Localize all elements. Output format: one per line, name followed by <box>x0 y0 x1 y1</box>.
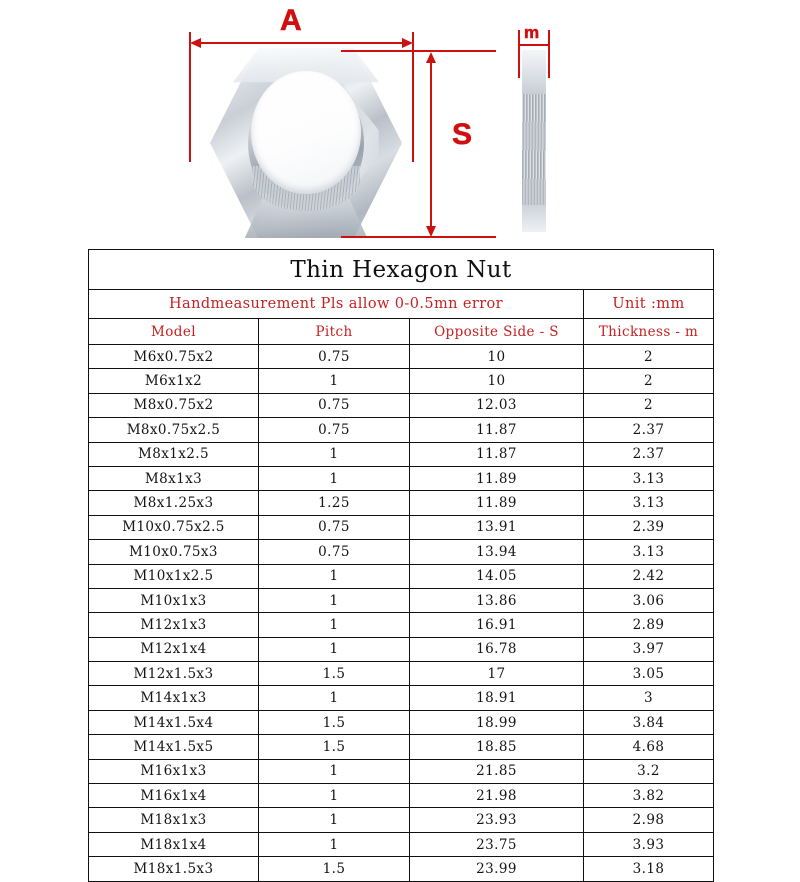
table-row <box>89 784 714 808</box>
table-row <box>89 857 714 881</box>
cell-opposite-side: 14.05 <box>410 564 584 588</box>
cell-model: M18x1x4 <box>89 832 259 856</box>
cell-thickness: 3.13 <box>584 466 714 490</box>
cell-pitch: 1 <box>259 613 410 637</box>
table-row <box>89 613 714 637</box>
dimension-arrow-s-head-bottom <box>426 226 436 237</box>
table-row <box>89 710 714 734</box>
dimension-label-a: A <box>280 4 302 37</box>
cell-thickness: 3.06 <box>584 588 714 612</box>
cell-model: M6x1x2 <box>89 369 259 393</box>
specification-table <box>88 249 714 882</box>
cell-opposite-side: 11.87 <box>410 418 584 442</box>
cell-opposite-side: 16.78 <box>410 637 584 661</box>
cell-model: M14x1.5x5 <box>89 735 259 759</box>
thickness-callout-left-line <box>518 30 520 78</box>
cell-model: M16x1x3 <box>89 759 259 783</box>
dimension-arrow-s-shaft <box>430 56 432 232</box>
table-row <box>89 735 714 759</box>
cell-opposite-side: 12.03 <box>410 393 584 417</box>
column-header-thickness: Thickness - m <box>584 319 714 345</box>
table-row <box>89 418 714 442</box>
dimension-extension-line-bottom <box>341 236 496 238</box>
cell-pitch: 1 <box>259 784 410 808</box>
cell-opposite-side: 10 <box>410 369 584 393</box>
cell-opposite-side: 17 <box>410 662 584 686</box>
side-view-bottom-face <box>522 205 546 232</box>
cell-opposite-side: 21.98 <box>410 784 584 808</box>
cell-model: M12x1x4 <box>89 637 259 661</box>
table-row <box>89 491 714 515</box>
cell-pitch: 1 <box>259 564 410 588</box>
dimension-arrow-a-head-right <box>402 38 413 48</box>
table-body <box>89 345 714 882</box>
unit-label: Unit :mm <box>584 290 714 319</box>
cell-thickness: 3.2 <box>584 759 714 783</box>
cell-thickness: 2.42 <box>584 564 714 588</box>
cell-thickness: 2.37 <box>584 442 714 466</box>
cell-pitch: 0.75 <box>259 345 410 369</box>
cell-opposite-side: 16.91 <box>410 613 584 637</box>
cell-opposite-side: 11.89 <box>410 491 584 515</box>
dimension-arrow-a-shaft <box>194 42 408 44</box>
column-header-pitch: Pitch <box>259 319 410 345</box>
cell-model: M18x1.5x3 <box>89 857 259 881</box>
column-header-model: Model <box>89 319 259 345</box>
cell-thickness: 2 <box>584 393 714 417</box>
cell-pitch: 1.5 <box>259 735 410 759</box>
cell-thickness: 3.97 <box>584 637 714 661</box>
table-row <box>89 345 714 369</box>
cell-opposite-side: 23.99 <box>410 857 584 881</box>
cell-model: M18x1x3 <box>89 808 259 832</box>
table-title-row <box>89 250 714 290</box>
cell-opposite-side: 18.99 <box>410 710 584 734</box>
cell-pitch: 1 <box>259 759 410 783</box>
cell-thickness: 3.13 <box>584 540 714 564</box>
cell-pitch: 0.75 <box>259 418 410 442</box>
cell-thickness: 2 <box>584 345 714 369</box>
cell-thickness: 3.13 <box>584 491 714 515</box>
cell-thickness: 2.39 <box>584 515 714 539</box>
dimension-arrow-a-head-left <box>190 38 201 48</box>
table-row <box>89 808 714 832</box>
table-row <box>89 759 714 783</box>
table-row <box>89 832 714 856</box>
table-row <box>89 662 714 686</box>
thickness-callout-bottom-line <box>518 44 550 46</box>
cell-model: M6x0.75x2 <box>89 345 259 369</box>
cell-model: M8x0.75x2 <box>89 393 259 417</box>
cell-thickness: 3.05 <box>584 662 714 686</box>
table-row <box>89 564 714 588</box>
table-row <box>89 588 714 612</box>
table-row <box>89 393 714 417</box>
cell-model: M10x0.75x3 <box>89 540 259 564</box>
cell-thickness: 3.18 <box>584 857 714 881</box>
cell-opposite-side: 23.93 <box>410 808 584 832</box>
cell-thickness: 3.84 <box>584 710 714 734</box>
table-header-row <box>89 319 714 345</box>
hex-nut-bore-inner <box>251 71 360 195</box>
dimension-label-s: S <box>452 118 473 151</box>
cell-opposite-side: 13.86 <box>410 588 584 612</box>
cell-thickness: 4.68 <box>584 735 714 759</box>
side-view-top-face <box>522 50 546 94</box>
cell-opposite-side: 18.85 <box>410 735 584 759</box>
cell-model: M8x0.75x2.5 <box>89 418 259 442</box>
cell-thickness: 3 <box>584 686 714 710</box>
cell-model: M10x1x2.5 <box>89 564 259 588</box>
cell-pitch: 1 <box>259 832 410 856</box>
cell-pitch: 1 <box>259 466 410 490</box>
cell-pitch: 1.5 <box>259 662 410 686</box>
cell-opposite-side: 13.94 <box>410 540 584 564</box>
cell-pitch: 1 <box>259 588 410 612</box>
cell-thickness: 2.89 <box>584 613 714 637</box>
table-row <box>89 686 714 710</box>
cell-pitch: 0.75 <box>259 540 410 564</box>
cell-model: M8x1.25x3 <box>89 491 259 515</box>
cell-model: M12x1.5x3 <box>89 662 259 686</box>
table-row <box>89 540 714 564</box>
cell-model: M12x1x3 <box>89 613 259 637</box>
cell-pitch: 0.75 <box>259 515 410 539</box>
cell-thickness: 3.82 <box>584 784 714 808</box>
cell-model: M10x0.75x2.5 <box>89 515 259 539</box>
dimension-extension-line-left <box>189 32 191 162</box>
cell-opposite-side: 18.91 <box>410 686 584 710</box>
cell-model: M8x1x3 <box>89 466 259 490</box>
table-row <box>89 369 714 393</box>
cell-pitch: 1.5 <box>259 857 410 881</box>
measurement-note: Handmeasurement Pls allow 0-0.5mn error <box>89 290 584 319</box>
cell-opposite-side: 11.89 <box>410 466 584 490</box>
cell-thickness: 2.37 <box>584 418 714 442</box>
table-row <box>89 515 714 539</box>
cell-pitch: 0.75 <box>259 393 410 417</box>
cell-pitch: 1 <box>259 808 410 832</box>
product-illustration <box>0 0 800 248</box>
hex-nut-front-view <box>210 48 402 238</box>
cell-pitch: 1 <box>259 637 410 661</box>
dimension-extension-line-top <box>341 50 496 52</box>
cell-opposite-side: 21.85 <box>410 759 584 783</box>
table-row <box>89 637 714 661</box>
cell-pitch: 1.5 <box>259 710 410 734</box>
cell-opposite-side: 10 <box>410 345 584 369</box>
dimension-label-m: m <box>524 23 540 42</box>
cell-thickness: 3.93 <box>584 832 714 856</box>
hex-nut-side-view <box>522 50 546 232</box>
cell-thickness: 2 <box>584 369 714 393</box>
table-note-row <box>89 290 714 319</box>
thickness-callout-right-line <box>548 30 550 78</box>
column-header-opposite-side: Opposite Side - S <box>410 319 584 345</box>
table-title: Thin Hexagon Nut <box>89 250 714 290</box>
cell-model: M16x1x4 <box>89 784 259 808</box>
cell-model: M14x1.5x4 <box>89 710 259 734</box>
cell-thickness: 2.98 <box>584 808 714 832</box>
cell-model: M10x1x3 <box>89 588 259 612</box>
dimension-arrow-s-head-top <box>426 52 436 63</box>
cell-opposite-side: 11.87 <box>410 442 584 466</box>
cell-pitch: 1.25 <box>259 491 410 515</box>
cell-pitch: 1 <box>259 442 410 466</box>
cell-pitch: 1 <box>259 686 410 710</box>
cell-model: M8x1x2.5 <box>89 442 259 466</box>
cell-opposite-side: 23.75 <box>410 832 584 856</box>
table-row <box>89 466 714 490</box>
cell-opposite-side: 13.91 <box>410 515 584 539</box>
table-row <box>89 442 714 466</box>
cell-pitch: 1 <box>259 369 410 393</box>
cell-model: M14x1x3 <box>89 686 259 710</box>
